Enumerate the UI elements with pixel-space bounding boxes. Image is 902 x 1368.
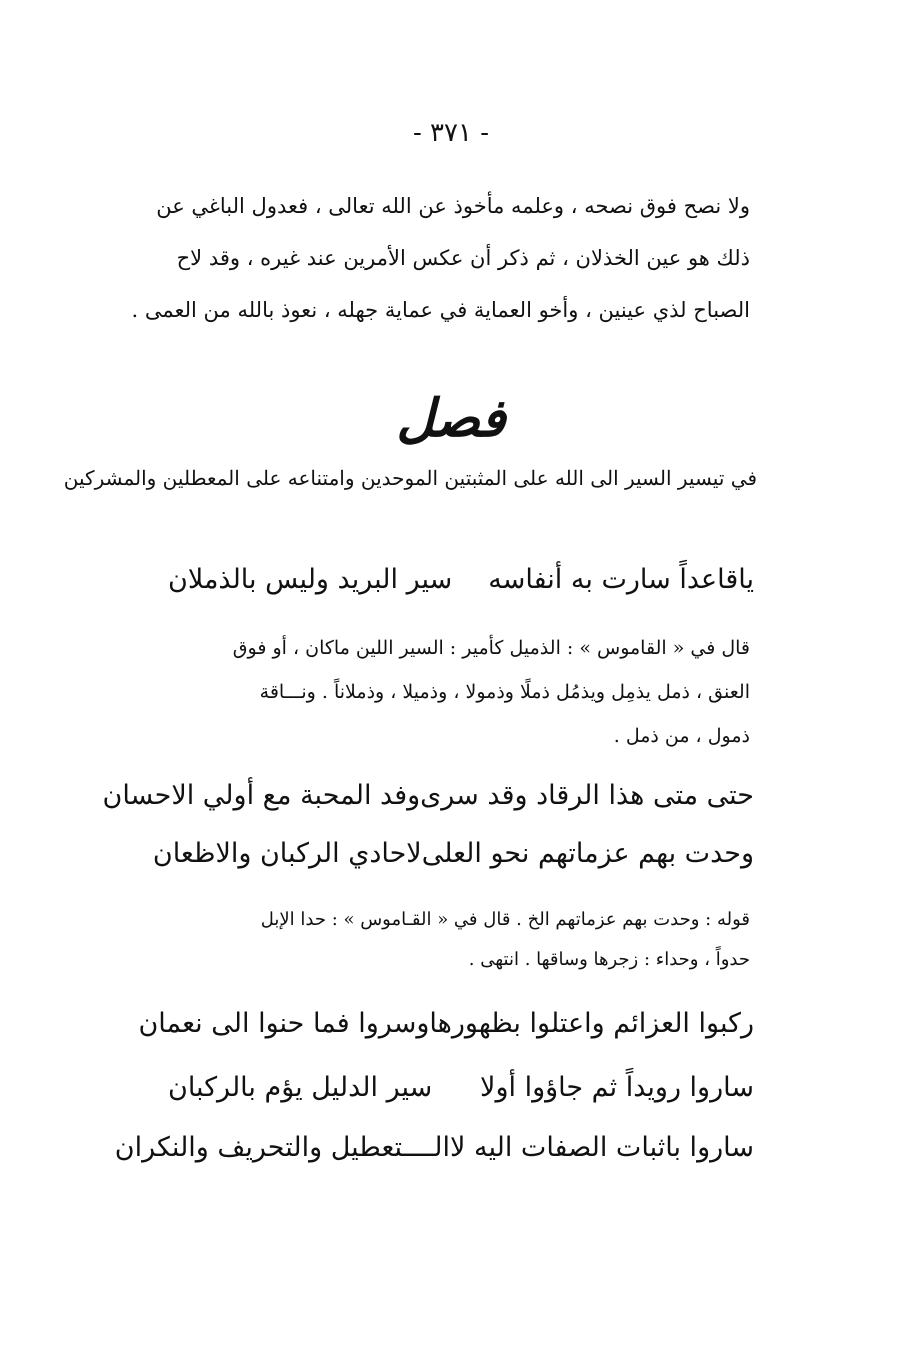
verse-line [102,780,754,811]
verse-second-hemistich: وفد المحبة مع أولي الاحسان [102,780,421,811]
verse-first-hemistich: ساروا رويداً ثم جاؤوا أولا [480,1072,754,1103]
verse-first-hemistich: وحدت بهم عزماتهم نحو العلى [421,838,754,869]
verse-first-hemistich: حتى متى هذا الرقاد وقد سرى [420,780,754,811]
verse-second-hemistich: لاحادي الركبان والاظعان [152,838,422,869]
verse-line [152,838,754,869]
verse-line [168,1072,754,1103]
verse-line [168,564,754,595]
verse-line [114,1132,754,1163]
footnote-line: قال في « القاموس » : الذميل كأمير : السير اللين ماكان ، أو فوق [232,637,750,659]
verse-second-hemistich: سير البريد وليس بالذملان [168,564,453,595]
footnote-line: العنق ، ذمل يذمِل ويذمُل ذملًا وذمولا ، وذميلا ، وذملاناً . ونـــاقة [259,681,750,703]
footnote-line: ذمول ، من ذمل . [613,725,750,747]
intro-paragraph [131,180,750,336]
verse-first-hemistich: ساروا باثبات الصفات اليه لاالـــ [410,1132,754,1163]
footnote-line: قوله : وحدت بهم عزماتهم الخ . قال في « القـاموس » : حدا الإبل [260,909,750,930]
verse-line [138,1008,754,1039]
verse-second-hemistich: سير الدليل يؤم بالركبان [168,1072,433,1103]
page-number: - ٣٧١ - [412,118,490,148]
section-title: فصل [396,388,506,449]
verse-first-hemistich: ركبوا العزائم واعتلوا بظهورها [429,1008,754,1039]
footnote-line: حدواً ، وحداء : زجرها وساقها . انتهى . [468,949,750,970]
intro-line: ذلك هو عين الخذلان ، ثم ذكر أن عكس الأمرين عند غيره ، وقد لاح [176,246,750,270]
intro-line: الصباح لذي عينين ، وأخو العماية في عماية جهله ، نعوذ بالله من العمى . [131,298,750,322]
intro-line: ولا نصح فوق نصحه ، وعلمه مأخوذ عن الله تعالى ، فعدول الباغي عن [156,194,750,218]
verse-second-hemistich: وسروا فما حنوا الى نعمان [138,1008,430,1039]
footnote [168,900,750,980]
verse-second-hemistich: ـتعطيل والتحريف والنكران [114,1132,411,1163]
footnote [168,626,750,758]
section-subtitle: في تيسير السير الى الله على المثبتين الموحدين وامتناعه على المعطلين والمشركين [63,466,757,490]
verse-first-hemistich: ياقاعداً سارت به أنفاسه [488,564,754,595]
